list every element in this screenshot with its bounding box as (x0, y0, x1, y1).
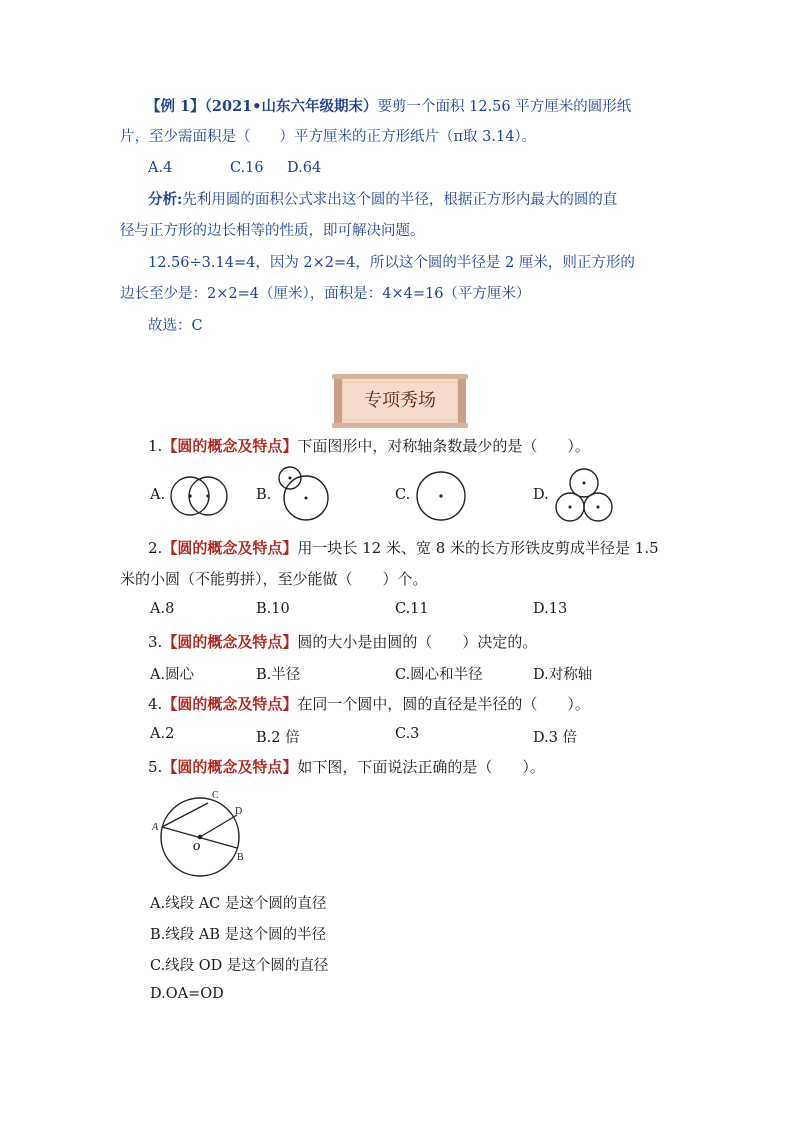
option-a-two-circles-figure (168, 470, 232, 522)
question-1-number: 1. (148, 437, 163, 455)
example-text: 要剪一个面积 12.56 平方厘米的圆形纸 (377, 99, 632, 115)
question-1-tag: 【圆的概念及特点】 (162, 437, 298, 455)
option-c-single-circle-figure (414, 469, 468, 523)
option-b-tangent-circles-figure (274, 464, 334, 526)
option-d-three-circles-figure (553, 466, 615, 526)
calc-line-2: 边长至少是：2×2=4（厘米），面积是：4×4=16（平方厘米） (120, 286, 531, 302)
answer-line: 故选：C (148, 318, 203, 334)
point-d-label: D (235, 806, 243, 817)
question-3-option-c: C.圆心和半径 (395, 667, 483, 683)
analysis-label: 分析: (148, 191, 183, 208)
point-c-label: C (212, 790, 219, 801)
question-3-option-a: A.圆心 (150, 667, 195, 683)
analysis-text-1: 先利用圆的面积公式求出这个圆的半径，根据正方形内最大的圆的直 (182, 192, 618, 208)
question-1 (148, 436, 590, 456)
question-3-tag: 【圆的概念及特点】 (162, 633, 298, 651)
question-2-number: 2. (148, 539, 163, 557)
question-4-option-d: D.3 倍 (533, 730, 578, 746)
calc-line-1: 12.56÷3.14=4，因为 2×2=4，所以这个圆的半径是 2 厘米，则正方形的 (148, 255, 635, 271)
question-1-option-c: C. (395, 487, 411, 503)
question-1-option-d: D. (533, 487, 549, 503)
question-3-option-b: B.半径 (256, 667, 301, 683)
question-4-option-c: C.3 (395, 726, 420, 742)
question-4-option-a: A.2 (150, 726, 175, 742)
question-2-option-b: B.10 (256, 601, 290, 617)
question-5-option-b: B.线段 AB 是这个圆的半径 (150, 927, 327, 943)
question-3 (148, 632, 537, 652)
example-line-1 (146, 97, 631, 117)
question-5-tag: 【圆的概念及特点】 (162, 758, 298, 776)
question-5-circle-figure (146, 783, 256, 877)
point-b-label: B (237, 852, 244, 863)
example-line-2: 片，至少需面积是（ ）平方厘米的正方形纸片（π取 3.14）。 (120, 129, 537, 145)
question-4-number: 4. (148, 695, 163, 713)
question-2-option-d: D.13 (533, 601, 568, 617)
analysis-line-1 (148, 190, 617, 210)
question-3-number: 3. (148, 633, 163, 651)
question-5-number: 5. (148, 758, 163, 776)
example-heading: 【例 1】（2021•山东六年级期末） (146, 98, 378, 115)
question-4-text: 在同一个圆中，圆的直径是半径的（ ）。 (297, 695, 590, 713)
question-5-option-d: D.OA=OD (150, 986, 224, 1002)
point-o-label: O (193, 842, 201, 853)
banner-title: 专项秀场 (364, 390, 436, 411)
question-2-tag: 【圆的概念及特点】 (162, 539, 298, 557)
question-1-text: 下面图形中，对称轴条数最少的是（ ）。 (297, 437, 590, 455)
question-3-option-d: D.对称轴 (533, 667, 593, 683)
analysis-line-2: 径与正方形的边长相等的性质，即可解决问题。 (120, 223, 425, 239)
example-option-d: D.64 (287, 160, 322, 176)
question-2 (148, 538, 659, 558)
question-4 (148, 694, 590, 714)
question-4-tag: 【圆的概念及特点】 (162, 695, 298, 713)
question-2-text: 用一块长 12 米、宽 8 米的长方形铁皮剪成半径是 1.5 (297, 539, 659, 557)
question-2-option-a: A.8 (150, 601, 175, 617)
question-1-option-a: A. (150, 487, 166, 503)
point-a-label: A (152, 822, 159, 833)
question-3-text: 圆的大小是由圆的（ ）决定的。 (297, 633, 538, 651)
question-4-option-b: B.2 倍 (256, 730, 300, 746)
question-5-text: 如下图，下面说法正确的是（ ）。 (297, 758, 545, 776)
question-5-option-a: A.线段 AC 是这个圆的直径 (150, 896, 327, 912)
question-5 (148, 757, 545, 777)
example-option-c: C.16 (230, 160, 264, 176)
question-2-text-line-2: 米的小圆（不能剪拼），至少能做（ ）个。 (120, 570, 428, 588)
question-2-option-c: C.11 (395, 601, 429, 617)
question-5-option-c: C.线段 OD 是这个圆的直径 (150, 958, 329, 974)
question-1-option-b: B. (256, 487, 272, 503)
example-option-a: A.4 (148, 160, 173, 176)
section-banner (332, 374, 468, 428)
